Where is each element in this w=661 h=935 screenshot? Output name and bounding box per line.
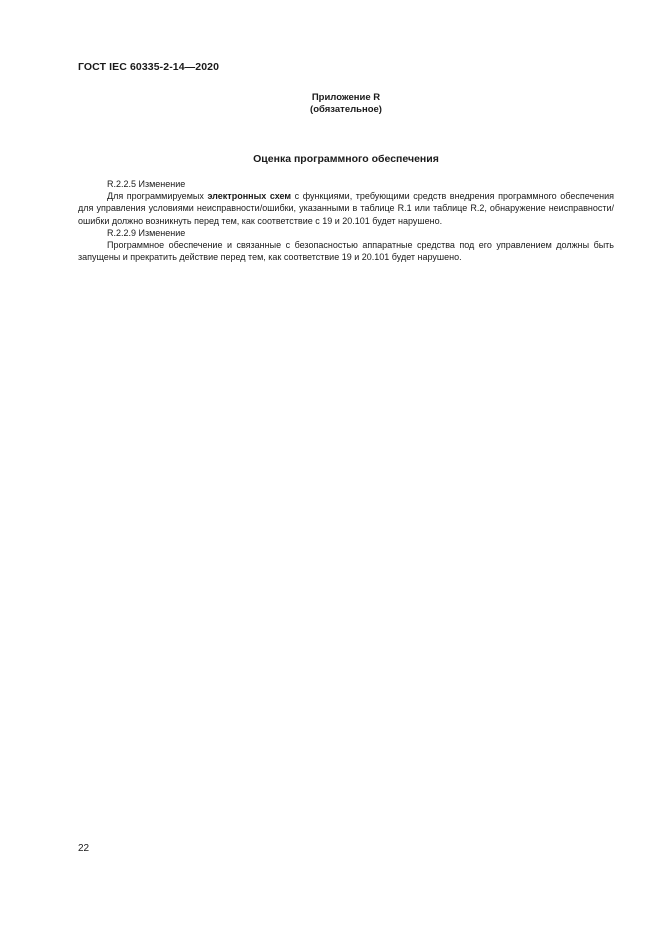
clause-heading-r229: R.2.2.9 Изменение [107,227,186,238]
page-number: 22 [78,843,90,854]
clause-text-before: Для программируемых [107,191,208,202]
clause-heading-r225: R.2.2.5 Изменение [107,179,186,189]
annex-heading [0,92,661,116]
clause-paragraph-r225 [78,190,614,227]
section-title: Оценка программного обеспечения [253,153,439,165]
annex-title: Приложение R [311,92,381,103]
annex-status: (обязательное) [310,104,382,115]
document-standard-id: ГОСТ IEC 60335-2-14—2020 [78,61,220,73]
clause-emphasis: электронных схем [207,191,292,202]
clause-paragraph-r229: Программное обеспечение и связанные с безопасностью аппаратные средства под его управлением должны быть запущены и прекратить действие перед тем, как соответствие 19 и 20.101 будет нарушено. [78,240,614,263]
clause-text-after: с функциями, требующими средств внедрения программного обеспечения для управления условиями неисправности/ошибки, указанными в таблице R.1 или таблице R.2, обнаружение неисправности/ошибки должно возникнуть перед тем, как соответствие с 19 и 20.101 будет нарушено. [78,191,614,226]
document-body [78,178,614,263]
